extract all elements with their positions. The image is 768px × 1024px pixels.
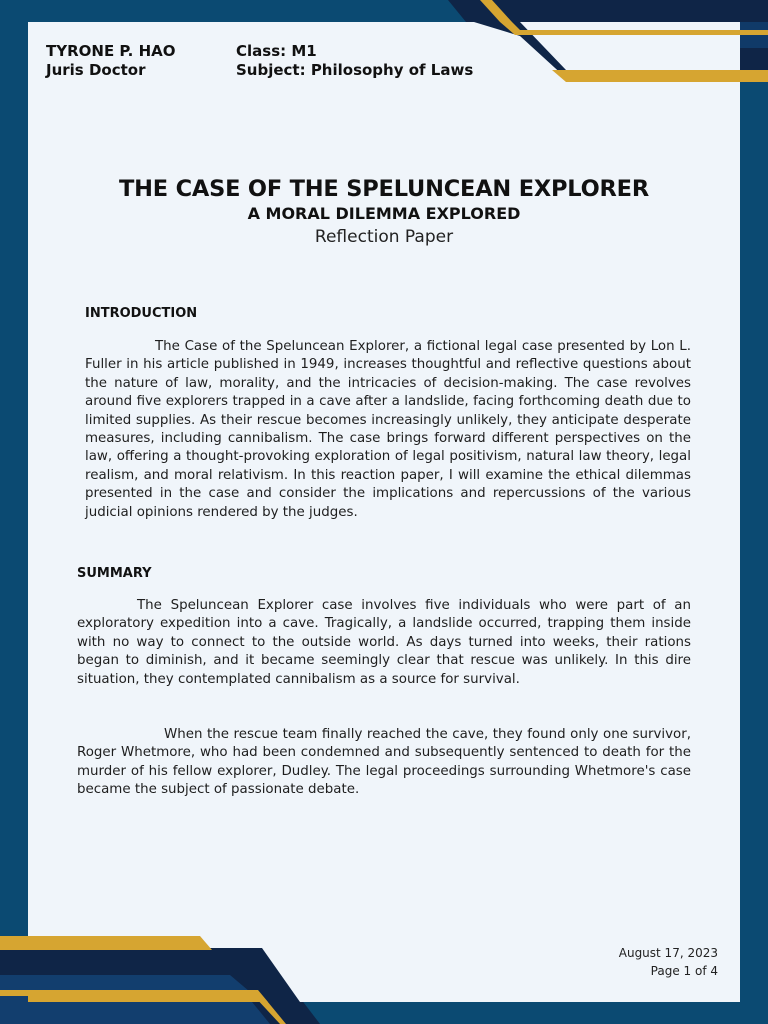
author-degree: Juris Doctor bbox=[46, 61, 146, 79]
author-name: TYRONE P. HAO bbox=[46, 42, 176, 60]
introduction-heading: INTRODUCTION bbox=[85, 306, 198, 321]
summary-paragraph-1: The Speluncean Explorer case involves five individuals who were part of an exploratory expedition into a cave. Tragically, a landslide occurred, trapping them inside with no way to connect to the outside world. As days turned into weeks, their rations began to diminish, and it became seemingly clear that rescue was unlikely. In this dire situation, they contemplated cannibalism as a source for survival. bbox=[77, 598, 691, 687]
author-block bbox=[46, 42, 176, 80]
document-title: THE CASE OF THE SPELUNCEAN EXPLORER bbox=[119, 176, 649, 202]
summary-heading: SUMMARY bbox=[77, 566, 152, 581]
subject-label: Subject: Philosophy of Laws bbox=[236, 61, 474, 79]
introduction-paragraph: The Case of the Speluncean Explorer, a fictional legal case presented by Lon L. Fuller in his article published in 1949, increases thoughtful and reflective questions about the nature of law, morality, and the intricacies of decision-making. The case revolves around five explorers trapped in a cave after a landslide, facing forthcoming death due to limited supplies. As their rescue becomes increasingly unlikely, they anticipate desperate measures, including cannibalism. The case brings forward different perspectives on the law, offering a thought-provoking exploration of legal positivism, natural law theory, legal realism, and moral relativism. In this reaction paper, I will examine the ethical dilemmas presented in the case and consider the implications and repercussions of the various judicial opinions rendered by the judges. bbox=[85, 339, 691, 520]
course-block bbox=[236, 42, 473, 80]
page-number: Page 1 of 4 bbox=[650, 964, 718, 978]
document-kind: Reflection Paper bbox=[314, 227, 454, 247]
document-date: August 17, 2023 bbox=[618, 946, 718, 960]
document-subtitle: A MORAL DILEMMA EXPLORED bbox=[247, 204, 521, 223]
class-label: Class: M1 bbox=[236, 42, 317, 60]
summary-paragraph-2: When the rescue team finally reached the cave, they found only one survivor, Roger Whetmore, who had been condemned and subsequently sentenced to death for the murder of his fellow explorer, Dudley. The legal proceedings surrounding Whetmore's case became the subject of passionate debate. bbox=[77, 727, 691, 798]
